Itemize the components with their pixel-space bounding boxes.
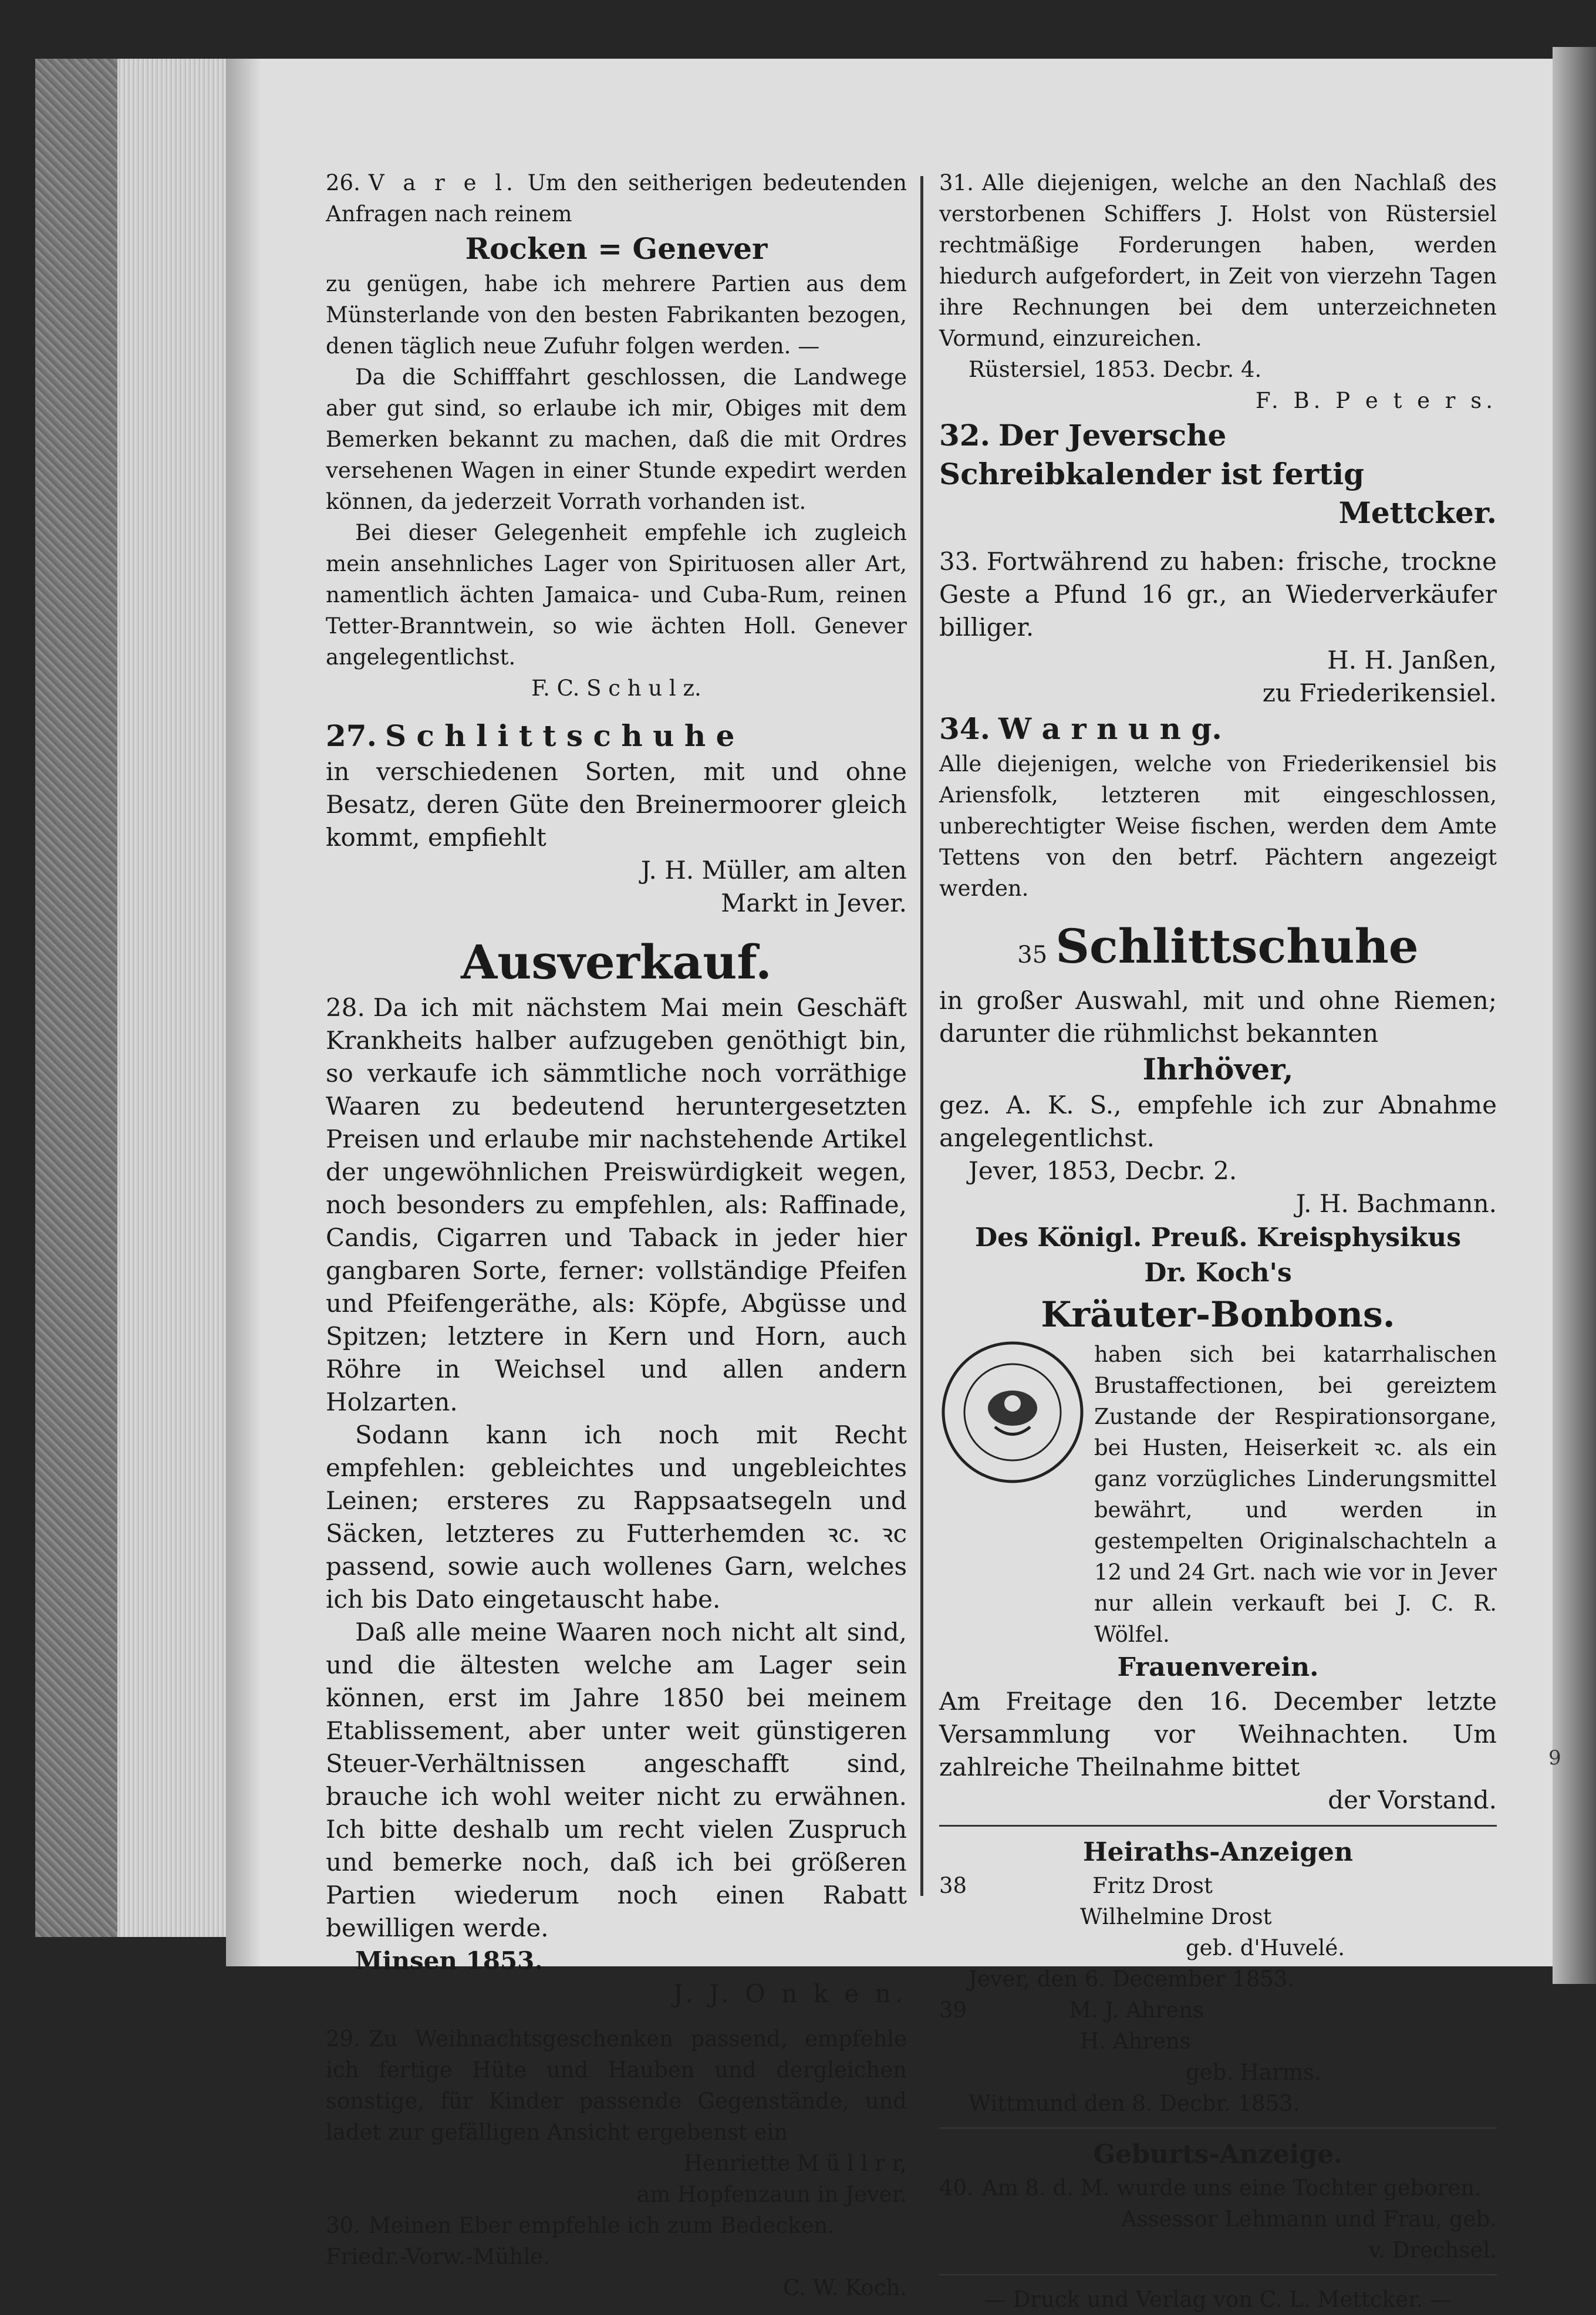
page-number: 9 <box>1548 1746 1561 1770</box>
ad-34: 34. W a r n u n g. Alle diejenigen, welche von Friederikensiel bis Ariensfolk, letzteren mit eingeschlossen, unberechtigter Weise fischen, werden dem Amte Tettens von den betrf. Pächtern angezeigt werden. <box>939 711 1497 901</box>
ad-26-signature: F. C. S c h u l z. <box>531 676 701 701</box>
right-column <box>939 167 1497 2315</box>
ad-35-title: Schlittschuhe <box>1055 919 1419 974</box>
ad-28-title: Ausverkauf. <box>461 934 772 990</box>
rule <box>939 2274 1497 2276</box>
gutter-shadow <box>226 59 261 1966</box>
koch-bonbons-ad: Des Königl. Preuß. Kreisphysikus Dr. Koch's Kräuter-Bonbons. haben sich bei katarrhalischen Brustaffectionen, bei gereiztem Zustande der Respirationsorgane, bei Husten, Heiserkeit ꝛc. als ein ganz vorzügliches Linderungsmittel bewährt, und werden in gestempelten Originalschachteln a 12 und 24 Grt. nach wie vor in Jever nur allein verkauft bei J. C. R. Wölfel. <box>939 1220 1497 1650</box>
ad-30: 30. Meinen Eber empfehle ich zum Bedecken. Friedr.-Vorw.-Mühle. C. W. Koch. <box>326 2213 907 2300</box>
ad-27-title: S c h l i t t s c h u h e <box>385 718 735 753</box>
ad-32-title: Der Jeversche Schreibkalender ist fertig <box>939 418 1365 491</box>
koch-title: Kräuter-Bonbons. <box>1041 1294 1395 1335</box>
ad-28-signature: J. J. O n k e n. <box>673 1979 907 2008</box>
left-column <box>326 167 907 2303</box>
geburt-ad: Geburts-Anzeige. 40. Am 8. d. M. wurde uns eine Tochter geboren. Assessor Lehmann und Frau, geb. v. Drechsel. <box>939 2139 1497 2263</box>
ad-33: 33. Fortwährend zu haben: frische, trockne Geste a Pfund 16 gr., an Wiederverkäufer billiger. H. H. Janßen, zu Friederikensiel. <box>939 547 1497 707</box>
ad-32: 32. Der Jeversche Schreibkalender ist fertig Mettcker. <box>939 418 1497 530</box>
page-edges <box>117 59 232 1937</box>
ad-28: Ausverkauf. 28. Da ich mit nächstem Mai mein Geschäft Krankheits halber aufzugeben genöthigt bin, so verkaufe ich sämmtliche noch vorräthige Waaren zu bedeutend heruntergesetzten Preisen und erlaube mir nachstehende Artikel der ungewöhnlichen Preiswürdigkeit wegen, noch besonders zu empfehlen, als: Raffinade, Candis, Cigarren und Taback in jeder hier gangbaren Sorte, ferner: vollständige Pfeifen und Pfeifengeräthe, als: Köpfe, Abgüsse und Spitzen; letztere in Kern und Horn, auch Röhre in Weichsel und allen andern Holzarten. Sodann kann ich noch mit Recht empfehlen: gebleichtes und ungebleichtes Leinen; ersteres zu Rappsaatsegeln und Säcken, letzteres zu Futterhemden ꝛc. ꝛc passend, sowie auch wollenes Garn, welches ich bis Dato eingetauscht habe. Daß alle meine Waaren noch nicht alt sind, und die ältesten welche am Lager sein können, erst im Jahre 1850 bei meinem Etablissement, aber unter weit günstigeren Steuer-Verhältnissen angeschafft sind, brauche ich wohl weiter nicht zu erwähnen. Ich bitte deshalb um recht vielen Zuspruch und bemerke noch, daß ich bei größeren Partien wiederum noch einen Rabatt bewilligen werde. Minsen 1853. J. J. O n k e n. <box>326 933 907 2010</box>
rule <box>939 1825 1497 1827</box>
ad-35: 35 Schlittschuhe in großer Auswahl, mit und ohne Riemen; darunter die rühmlichst bekannten Ihrhöver, gez. A. K. S., empfehle ich zur Abnahme angelegentlichst. Jever, 1853, Decbr. 2. J. H. Bachmann. <box>939 919 1497 1218</box>
rule <box>939 2127 1497 2129</box>
ad-27: 27. S c h l i t t s c h u h e in verschiedenen Sorten, mit und ohne Besatz, deren Güte den Breinermoorer gleich kommt, empfiehlt J. H. Müller, am alten Markt in Jever. <box>326 718 907 917</box>
ad-26: 26. V a r e l. Um den seitherigen bedeutenden Anfragen nach reinem Rocken = Genever zu genügen, habe ich mehrere Partien aus dem Münsterlande von den besten Fabrikanten bezogen, denen täglich neue Zufuhr folgen werden. — Da die Schifffahrt geschlossen, die Landwege aber gut sind, so erlaube ich mir, Obiges mit dem Bemerken bekannt zu machen, daß die mit Ordres versehenen Wagen in einer Stunde expedirt werden können, da jederzeit Vorrath vorhanden ist. Bei dieser Gelegenheit empfehle ich zugleich mein ansehnliches Lager von Spirituosen aller Art, namentlich ächten Jamaica- und Cuba-Rum, reinen Tetter-Branntwein, so wie ächten Holl. Genever angelegentlichst. F. C. S c h u l z. <box>326 167 907 704</box>
ad-26-product: Rocken = Genever <box>465 231 768 266</box>
ad-31: 31. Alle diejenigen, welche an den Nachlaß des verstorbenen Schiffers J. Holst von Rüstersiel rechtmäßige Forderungen haben, werden hiedurch aufgefordert, in Zeit von vierzehn Tagen ihre Rechnungen bei dem unterzeichneten Vormund, einzureichen. Rüstersiel, 1853. Decbr. 4. F. B. P e t e r s. <box>939 170 1497 413</box>
printer-footer: — Druck und Verlag von C. L. Mettcker. — <box>984 2287 1452 2312</box>
column-divider <box>920 176 923 1896</box>
frauenverein-ad: Frauenverein. Am Freitage den 16. December letzte Versammlung vor Weihnachten. Um zahlreiche Theilnahme bittet der Vorstand. <box>939 1652 1497 1814</box>
facing-page-edge <box>1553 47 1596 1984</box>
ad-29: 29. Zu Weihnachtsgeschenken passend, empfehle ich fertige Hüte und Hauben und dergleichen sonstige, für Kinder passende Gegenstände, und ladet zur gefälligen Ansicht ergebenst ein Henriette M ü l l r r, am Hopfenzaun in Jever. <box>326 2026 907 2207</box>
seal-stamp-icon <box>939 1339 1086 1486</box>
heirath-ad: Heiraths-Anzeigen 38 Fritz Drost Wilhelmine Drost geb. d'Huvelé. Jever, den 6. December 1853. 39 M. J. Ahrens H. Ahrens geb. Harms. Wittmund den 8. Decbr. 1853. <box>939 1837 1353 2116</box>
ad-34-title: W a r n u n g. <box>998 711 1222 746</box>
